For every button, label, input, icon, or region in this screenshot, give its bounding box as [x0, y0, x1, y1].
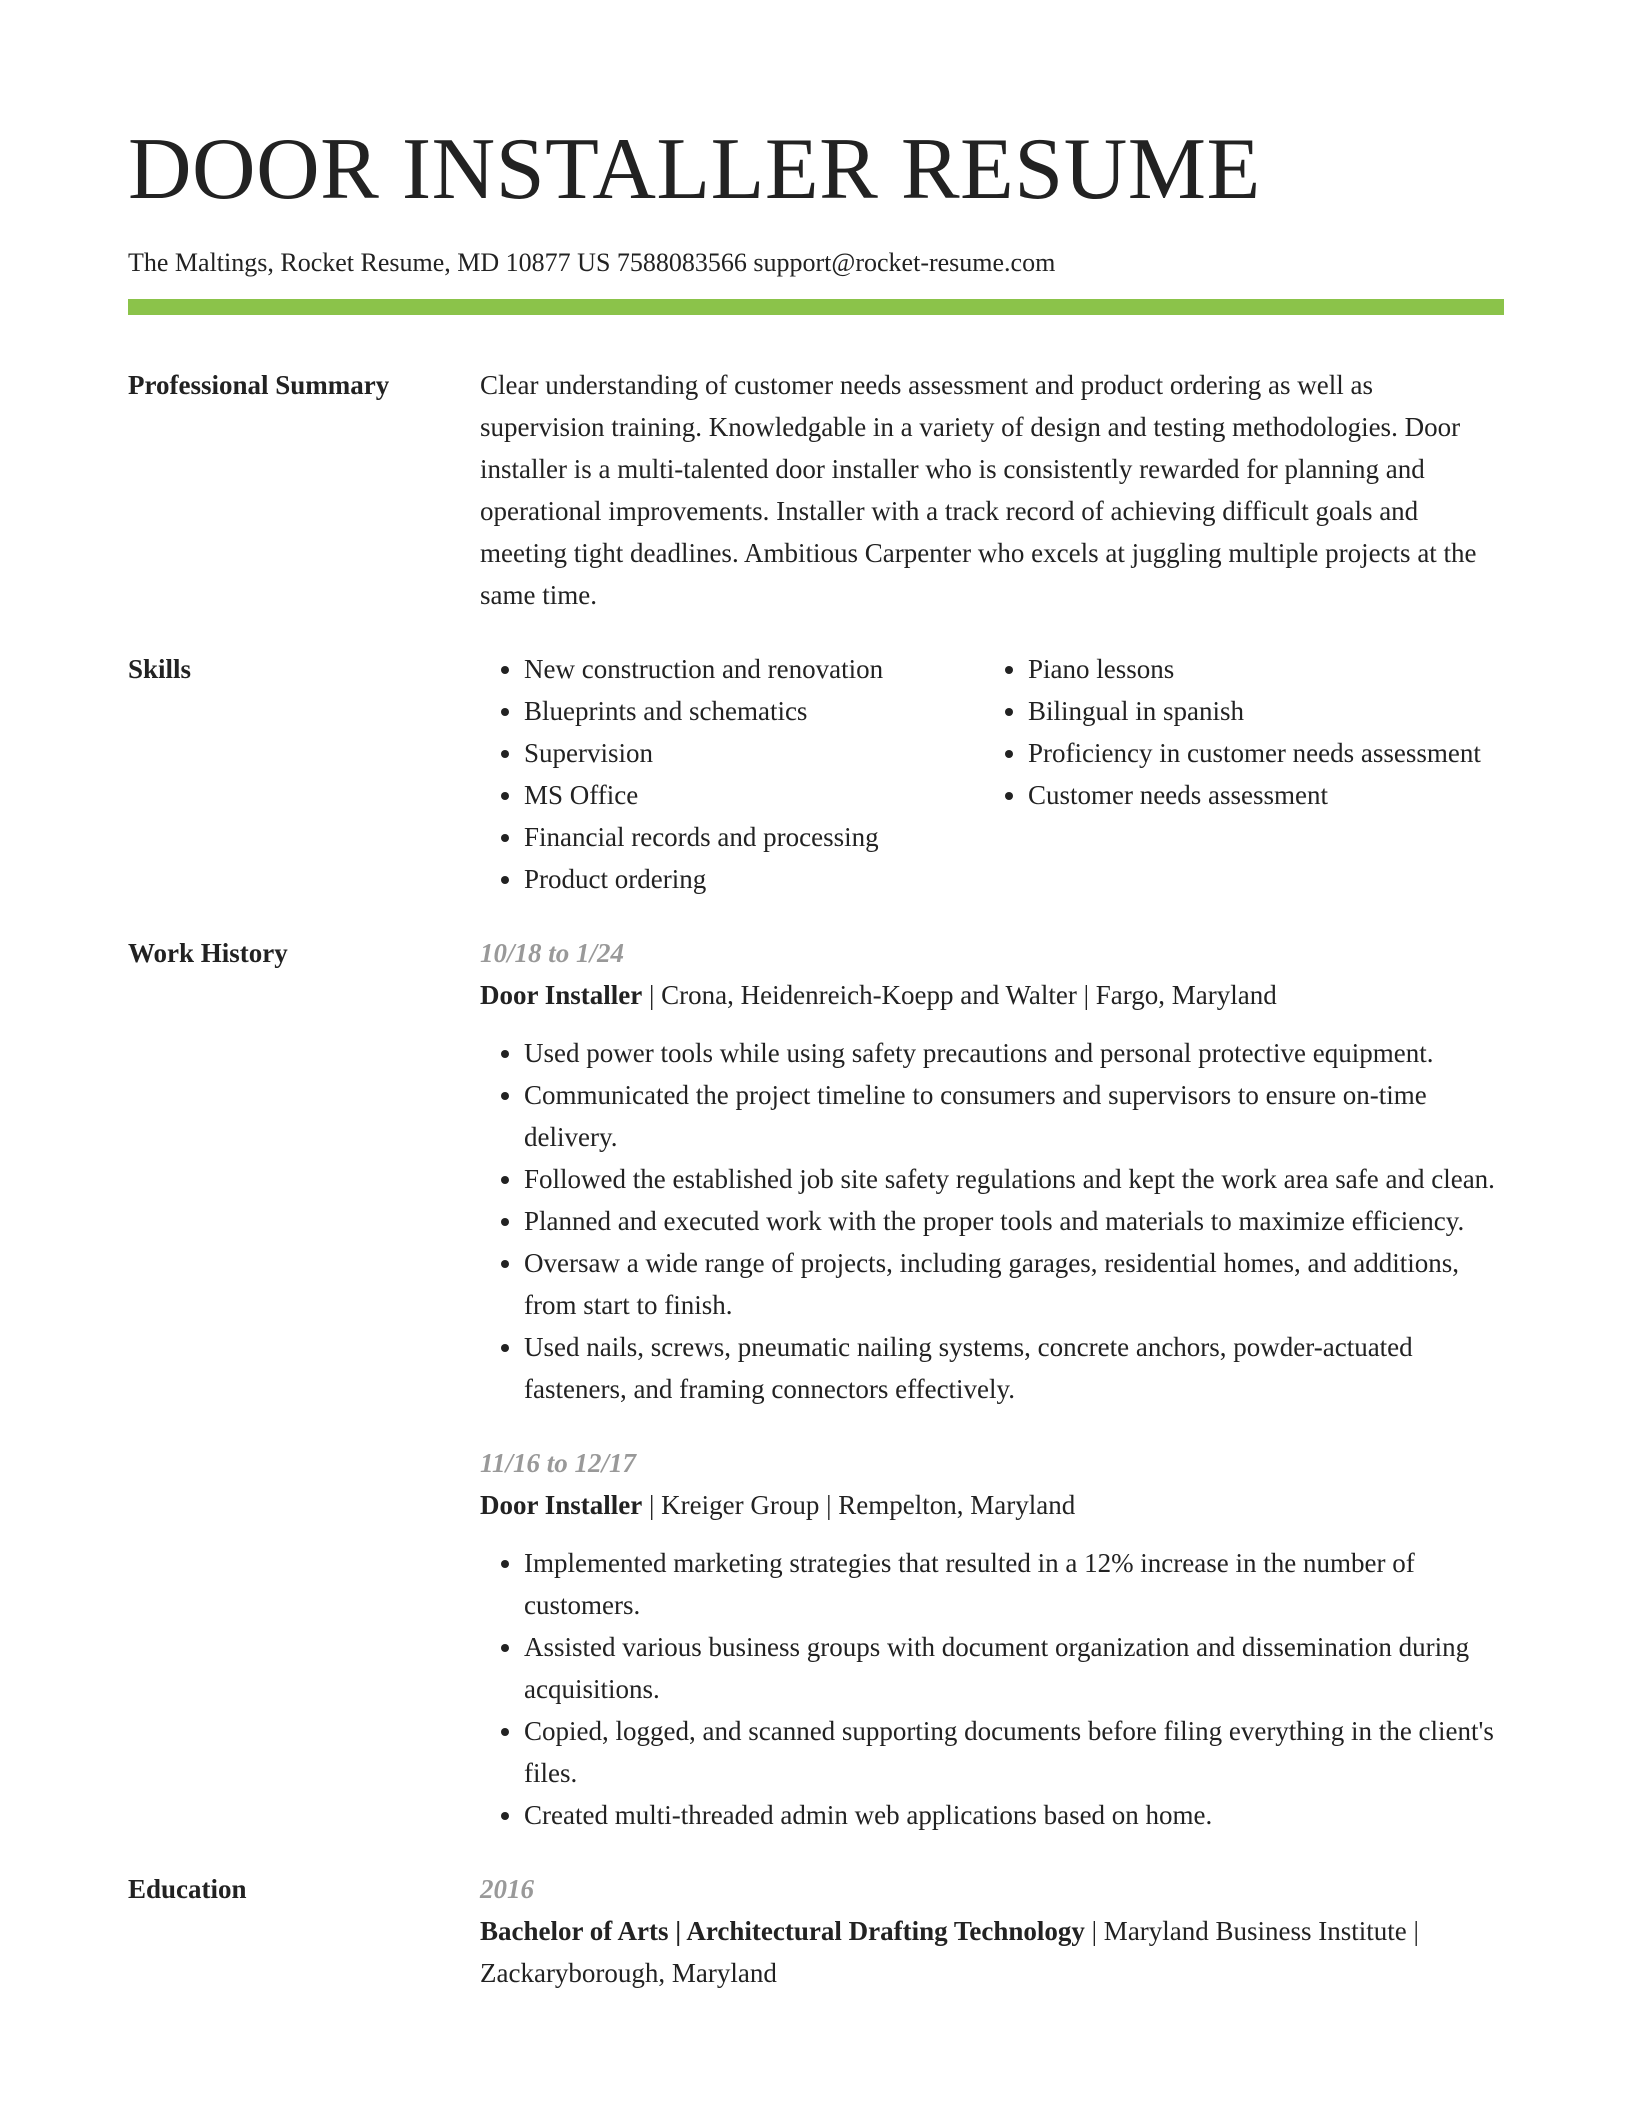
job-bullet: • Oversaw a wide range of projects, including garages, residential homes, and additions, from start to finish. [524, 1242, 1504, 1326]
skill-item: • Customer needs assessment [1028, 774, 1488, 816]
job-dates: 10/18 to 1/24 [480, 938, 625, 968]
skills-list-left [480, 648, 984, 900]
job-bullet: • Followed the established job site safety regulations and kept the work area safe and clean. [524, 1158, 1504, 1200]
education-body [480, 1868, 1504, 1994]
contact-line: The Maltings, Rocket Resume, MD 10877 US 7588083566 support@rocket-resume.com [128, 248, 1056, 277]
job-bullet: • Used nails, screws, pneumatic nailing systems, concrete anchors, powder-actuated fasteners, and framing connectors effectively. [524, 1326, 1504, 1410]
education-entry [480, 1868, 1504, 1994]
degree-name: Bachelor of Arts | Architectural Drafting Technology [480, 1916, 1085, 1946]
job-bullet: • Created multi-threaded admin web applications based on home. [524, 1794, 1504, 1836]
skills-heading: Skills [128, 654, 192, 684]
job-bullet: • Used power tools while using safety precautions and personal protective equipment. [524, 1032, 1504, 1074]
job-entry [480, 932, 1504, 1410]
work-history-section [128, 932, 1504, 1836]
job-bullet: • Implemented marketing strategies that resulted in a 12% increase in the number of customers. [524, 1542, 1504, 1626]
job-bullet: • Communicated the project timeline to consumers and supervisors to ensure on-time delivery. [524, 1074, 1504, 1158]
summary-heading: Professional Summary [128, 370, 390, 400]
skill-item: • Product ordering [524, 858, 984, 900]
school-location: | Maryland Business Institute | Zackaryborough, Maryland [480, 1916, 1419, 1988]
summary-text: Clear understanding of customer needs assessment and product ordering as well as supervision training. Knowledgable in a variety of design and testing methodologies. Door installer is a multi-talented door installer who is consistently rewarded for planning and operational improvements. Installer with a track record of achieving difficult goals and meeting tight deadlines. Ambitious Carpenter who excels at juggling multiple projects at the same time. [480, 370, 1477, 610]
skill-item: • Blueprints and schematics [524, 690, 984, 732]
job-bullets [480, 1542, 1504, 1836]
accent-divider [128, 299, 1504, 315]
skills-list-right [984, 648, 1488, 900]
job-title: Door Installer [480, 980, 643, 1010]
skill-item: • New construction and renovation [524, 648, 984, 690]
job-entry [480, 1442, 1504, 1836]
summary-section [128, 364, 1504, 616]
job-bullet: • Assisted various business groups with document organization and dissemination during acquisitions. [524, 1626, 1504, 1710]
education-year: 2016 [480, 1874, 534, 1904]
job-dates: 11/16 to 12/17 [480, 1448, 637, 1478]
education-heading-line [480, 1910, 1504, 1994]
skill-item: • Supervision [524, 732, 984, 774]
job-heading [480, 974, 1504, 1016]
education-heading: Education [128, 1874, 247, 1904]
resume-title: DOOR INSTALLER RESUME [128, 121, 1261, 218]
work-history-body [480, 932, 1504, 1836]
skill-item: • Proficiency in customer needs assessment [1028, 732, 1488, 774]
skill-item: • Financial records and processing [524, 816, 984, 858]
skills-columns [480, 648, 1504, 900]
job-heading [480, 1484, 1504, 1526]
job-employer-location: | Crona, Heidenreich-Koepp and Walter | Fargo, Maryland [642, 980, 1277, 1010]
job-bullet: • Copied, logged, and scanned supporting documents before filing everything in the client's files. [524, 1710, 1504, 1794]
education-section [128, 1868, 1504, 1994]
job-bullets [480, 1032, 1504, 1410]
job-bullet: • Planned and executed work with the proper tools and materials to maximize efficiency. [524, 1200, 1504, 1242]
job-employer-location: | Kreiger Group | Rempelton, Maryland [642, 1490, 1076, 1520]
skill-item: • MS Office [524, 774, 984, 816]
skill-item: • Bilingual in spanish [1028, 690, 1488, 732]
work-history-heading: Work History [128, 938, 288, 968]
job-title: Door Installer [480, 1490, 643, 1520]
skills-section [128, 648, 1504, 900]
skill-item: • Piano lessons [1028, 648, 1488, 690]
